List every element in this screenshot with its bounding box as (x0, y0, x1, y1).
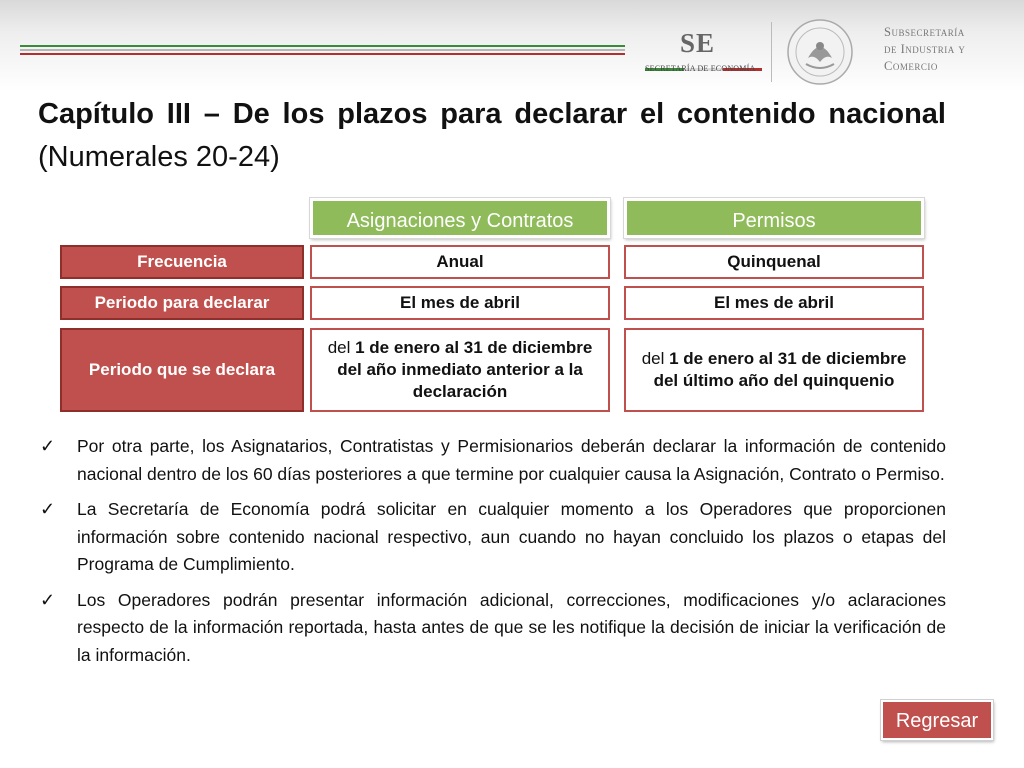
list-item (40, 496, 946, 579)
checkmark-icon: ✓ (40, 499, 56, 519)
cell-periodo-declarar-permisos: El mes de abril (624, 286, 924, 320)
cell-periodo-declara-asignaciones (310, 328, 610, 412)
subsecretaria-label (884, 24, 965, 75)
row-label-periodo-declara: Periodo que se declara (60, 328, 304, 412)
row-label-periodo-declarar: Periodo para declarar (60, 286, 304, 320)
page-title (38, 95, 946, 133)
se-logo-letters: SE (680, 28, 716, 58)
list-item (40, 433, 946, 488)
cell-frecuencia-asignaciones: Anual (310, 245, 610, 279)
se-logo (640, 28, 765, 78)
cell-text-bold: 1 de enero al 31 de diciembre del último año del quinquenio (653, 349, 907, 390)
column-header-asignaciones: Asignaciones y Contratos (310, 198, 610, 238)
header-stripes (20, 45, 625, 57)
bullet-text: Por otra parte, los Asignatarios, Contratistas y Permisionarios deberán declarar la información de contenido nacional dentro de los 60 días posteriores a que termine por cualquier causa la Asignación, Contrato o Permiso. (77, 436, 946, 484)
column-header-permisos: Permisos (624, 198, 924, 238)
page-subtitle: (Numerales 20-24) (38, 141, 280, 173)
cell-periodo-declara-permisos (624, 328, 924, 412)
subsecretaria-line1: Subsecretaría (884, 25, 965, 39)
se-logo-subtitle: SECRETARÍA DE ECONOMÍA (645, 64, 756, 73)
cell-text-prefix: del (327, 338, 356, 357)
checkmark-icon: ✓ (40, 436, 56, 456)
subsecretaria-line3: Comercio (884, 59, 938, 73)
back-button[interactable]: Regresar (881, 700, 993, 740)
cell-frecuencia-permisos: Quinquenal (624, 245, 924, 279)
bullet-text: Los Operadores podrán presentar información adicional, correcciones, modificaciones y/o aclaraciones respecto de la información reportada, hasta antes de que se les notifique la decisión de iniciar la verificación de la información. (77, 589, 946, 665)
row-label-frecuencia: Frecuencia (60, 245, 304, 279)
page-title-main: Capítulo III – De los plazos para declarar el contenido nacional (38, 98, 946, 130)
header-divider (771, 22, 772, 82)
checkmark-icon: ✓ (40, 589, 56, 610)
list-item (40, 587, 946, 670)
cell-periodo-declarar-asignaciones: El mes de abril (310, 286, 610, 320)
cell-text-prefix: del (641, 349, 670, 368)
bullet-list (40, 433, 946, 677)
cell-text-bold: 1 de enero al 31 de diciembre del año inmediato anterior a la declaración (337, 338, 593, 401)
subsecretaria-line2: de Industria y (884, 42, 966, 56)
national-seal-icon (786, 18, 854, 86)
bullet-text: La Secretaría de Economía podrá solicitar en cualquier momento a los Operadores que proporcionen información sobre contenido nacional respectivo, aun cuando no hayan concluido los plazos o etapas del Programa de Cumplimiento. (77, 499, 946, 574)
